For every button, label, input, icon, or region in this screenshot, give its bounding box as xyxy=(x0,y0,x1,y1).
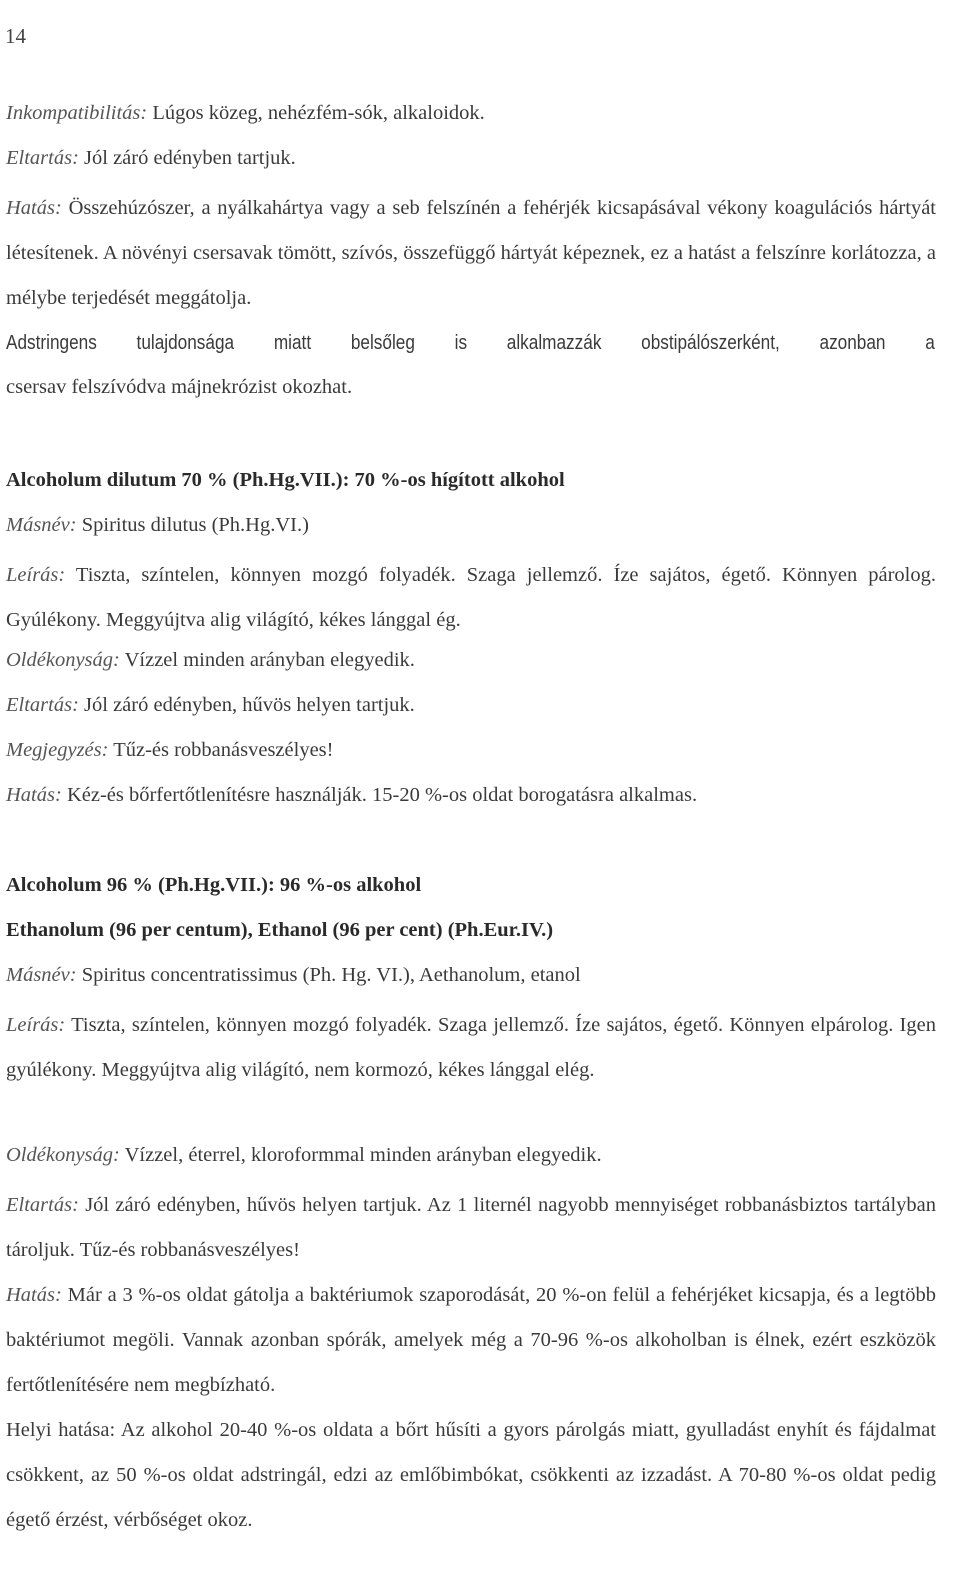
text-storage: Jól záró edényben tartjuk. xyxy=(78,147,296,169)
paragraph-note xyxy=(6,733,936,768)
text-solubility: Vízzel minden arányban elegyedik. xyxy=(119,649,415,671)
text-storage-3: Jól záró edényben, hűvös helyen tartjuk. Az 1 liternél nagyobb mennyiséget robbanásbiztos tartályban tároljuk. Tűz-és robbanásveszélyes! xyxy=(6,1194,936,1261)
text-local-effect: Helyi hatása: Az alkohol 20-40 %-os oldata a bőrt hűsíti a gyors párolgás miatt, gyulladást enyhít és fájdalmat csökkent, az 50 %-os oldat adstringál, edzi az emlőbimbókat, csökkenti az izzadást. A 70-80 %-os oldat pedig égető érzést, vérbőséget okoz. xyxy=(6,1419,936,1531)
paragraph-description xyxy=(6,553,936,643)
label-description: Leírás: xyxy=(6,564,66,586)
paragraph-storage-2 xyxy=(6,688,936,723)
paragraph-storage xyxy=(6,141,936,176)
csersav-text: csersav felszívódva májnekrózist okozhat. xyxy=(6,376,353,398)
paragraph-other-name-3 xyxy=(6,958,936,993)
text-effect: Összehúzószer, a nyálkahártya vagy a seb felszínén a fehérjék kicsapásával vékony koagulációs hártyát létesítenek. A növényi csersavak tömött, szívós, összefüggő hártyát képeznek, ez a hatást a felszínre korlátozza, a mélybe terjedését meggátolja. xyxy=(6,197,936,309)
label-solubility: Oldékonyság: xyxy=(6,649,120,671)
label-incompatibility: Inkompatibilitás: xyxy=(6,102,148,124)
paragraph-description-3 xyxy=(6,1003,936,1093)
label-effect-2: Hatás: xyxy=(6,784,62,806)
text-description-3: Tiszta, színtelen, könnyen mozgó folyadék. Szaga jellemző. Íze sajátos, égető. Könnyen elpárolog. Igen gyúlékony. Meggyújtva alig világító, nem kormozó, kékes lánggal elég. xyxy=(6,1014,936,1081)
label-other-name-3: Másnév: xyxy=(6,964,77,986)
label-description-3: Leírás: xyxy=(6,1014,66,1036)
text-storage-2: Jól záró edényben, hűvös helyen tartjuk. xyxy=(78,694,415,716)
paragraph-storage-3 xyxy=(6,1183,936,1273)
text-incompatibility: Lúgos közeg, nehézfém-sók, alkaloidok. xyxy=(147,102,485,124)
text-solubility-3: Vízzel, éterrel, kloroformmal minden arányban elegyedik. xyxy=(119,1144,602,1166)
label-note: Megjegyzés: xyxy=(6,739,109,761)
text-effect-3: Már a 3 %-os oldat gátolja a baktériumok szaporodását, 20 %-on felül a fehérjéket kicsapja, és a legtöbb baktériumot megöli. Vannak azonban spórák, amelyek még a 70-96 %-os alkoholban is élnek, ezért eszközök fertőtlenítésére nem megbízható. xyxy=(6,1284,936,1396)
label-solubility-3: Oldékonyság: xyxy=(6,1144,120,1166)
label-storage: Eltartás: xyxy=(6,147,79,169)
heading-ethanolum: Ethanolum (96 per centum), Ethanol (96 per cent) (Ph.Eur.IV.) xyxy=(6,919,554,941)
heading-alcoholum-96: Alcoholum 96 % (Ph.Hg.VII.): 96 %-os alkohol xyxy=(6,874,422,896)
paragraph-effect-2 xyxy=(6,778,936,813)
page-number: 14 xyxy=(5,24,26,48)
label-effect: Hatás: xyxy=(6,197,62,219)
paragraph-effect-3 xyxy=(6,1273,936,1408)
label-storage-2: Eltartás: xyxy=(6,694,79,716)
paragraph-local-effect xyxy=(6,1408,936,1543)
paragraph-incompatibility xyxy=(6,96,936,131)
paragraph-solubility-3 xyxy=(6,1138,936,1173)
text-effect-2: Kéz-és bőrfertőtlenítésre használják. 15-20 %-os oldat borogatásra alkalmas. xyxy=(61,784,698,806)
heading-alcoholum-dilutum: Alcoholum dilutum 70 % (Ph.Hg.VII.): 70 %-os hígított alkohol xyxy=(6,469,565,491)
label-storage-3: Eltartás: xyxy=(6,1194,79,1216)
text-other-name-3: Spiritus concentratissimus (Ph. Hg. VI.), Aethanolum, etanol xyxy=(76,964,581,986)
adstringens-text: Adstringens tulajdonsága miatt belsőleg is alkalmazzák obstipálószerként, azonban a xyxy=(6,332,935,354)
paragraph-other-name xyxy=(6,508,936,543)
text-description: Tiszta, színtelen, könnyen mozgó folyadék. Szaga jellemző. Íze sajátos, égető. Könnyen párolog. Gyúlékony. Meggyújtva alig világító, kékes lánggal ég. xyxy=(6,564,936,631)
paragraph-effect xyxy=(6,186,936,321)
text-other-name: Spiritus dilutus (Ph.Hg.VI.) xyxy=(76,514,309,536)
label-effect-3: Hatás: xyxy=(6,1284,62,1306)
adstringens-line xyxy=(6,326,960,361)
paragraph-csersav xyxy=(6,370,936,405)
label-other-name: Másnév: xyxy=(6,514,77,536)
paragraph-solubility xyxy=(6,643,936,678)
text-note: Tűz-és robbanásveszélyes! xyxy=(108,739,334,761)
